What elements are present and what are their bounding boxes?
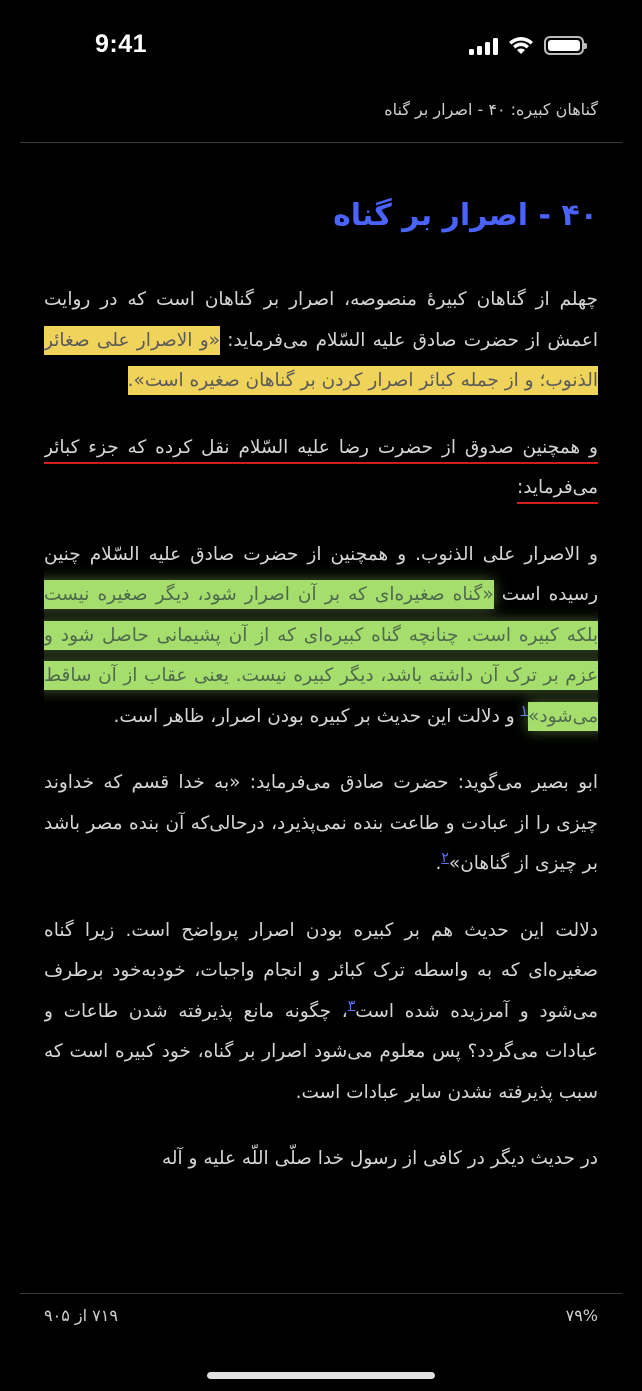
header-divider xyxy=(20,142,622,143)
highlight-green[interactable]: «گناه صغیره‌ای که بر آن اصرار شود، دیگر صغیره نیست بلکه کبیره است. چنانچه گناه کبیره‌ای که از آن پشیمانی حاصل شود و عزم بر ترک آن داشته باشد، دیگر کبیره نیست. یعنی عقاب از آن ساقط می‌شود» xyxy=(44,580,598,731)
highlight-yellow[interactable]: «و الاصرار علی صغائر الذنوب؛ و از جمله کبائر اصرار کردن بر گناهان صغیره است». xyxy=(44,326,598,396)
reader-content[interactable] xyxy=(44,190,598,1280)
cellular-signal-icon xyxy=(469,37,498,55)
status-time: 9:41 xyxy=(95,30,148,58)
underline-red[interactable]: و همچنین صدوق از حضرت رضا علیه السّلام نقل کرده که جزء کبائر می‌فرماید: xyxy=(44,436,598,498)
paragraph-text: دلالت این حدیث هم بر کبیره بودن اصرار پرواضح است. زیرا گناه صغیره‌ای که به واسطه ترک کبائر و انجام واجبات، خودبه‌خود برطرف می‌شود و آمرزیده شده است xyxy=(44,919,598,1022)
status-icons xyxy=(469,36,584,55)
paragraph-text: و الاصرار علی الذنوب. و همچنین از حضرت صادق علیه السّلام چنین رسیده است xyxy=(44,543,598,605)
paragraph-5[interactable] xyxy=(44,911,598,1114)
paragraph-text: در حدیث دیگر در کافی از رسول خدا صلّی اللّه علیه و آله xyxy=(161,1148,598,1169)
paragraph-1[interactable] xyxy=(44,280,598,402)
paragraph-text: ، چگونه مانع پذیرفته شدن طاعات و عبادات می‌گردد؟ پس معلوم می‌شود اصرار بر گناه، خود کبیره است که سبب پذیرفته نشدن سایر عبادات است. xyxy=(44,1000,598,1103)
paragraph-text: چهلم از گناهان کبیرۀ منصوصه، اصرار بر گناهان است که در روایت اعمش از حضرت صادق علیه السّلام می‌فرماید: xyxy=(44,289,598,351)
wifi-icon xyxy=(508,36,534,55)
footnote-link-1[interactable]: ۱ xyxy=(520,702,529,719)
paragraph-4[interactable] xyxy=(44,763,598,885)
home-indicator[interactable] xyxy=(207,1372,435,1379)
paragraph-3[interactable] xyxy=(44,535,598,738)
footnote-link-2[interactable]: ۲ xyxy=(441,849,449,866)
running-header: گناهان کبیره: ۴۰ - اصرار بر گناه xyxy=(384,100,598,119)
paragraph-2[interactable] xyxy=(44,428,598,509)
footnote-link-3[interactable]: ۳ xyxy=(347,997,356,1014)
paragraph-6[interactable] xyxy=(44,1139,598,1180)
chapter-title: ۴۰ - اصرار بر گناه xyxy=(333,198,598,233)
footer-divider xyxy=(20,1293,622,1294)
paragraph-text: . xyxy=(435,853,442,874)
page-counter: ۷۱۹ از ۹۰۵ xyxy=(44,1306,118,1325)
paragraph-text: و دلالت این حدیث بر کبیره بودن اصرار، ظاهر است. xyxy=(113,705,521,727)
battery-icon xyxy=(544,36,584,55)
reading-progress-percent: ۷۹% xyxy=(565,1306,598,1325)
status-bar xyxy=(0,0,642,96)
paragraph-text: ابو بصیر می‌گوید: حضرت صادق می‌فرماید: «به خدا قسم که خداوند چیزی را از عبادت و طاعت بنده نمی‌پذیرد، درحالی‌که آن بنده مصر باشد بر چیزی از گناهان» xyxy=(44,772,598,874)
